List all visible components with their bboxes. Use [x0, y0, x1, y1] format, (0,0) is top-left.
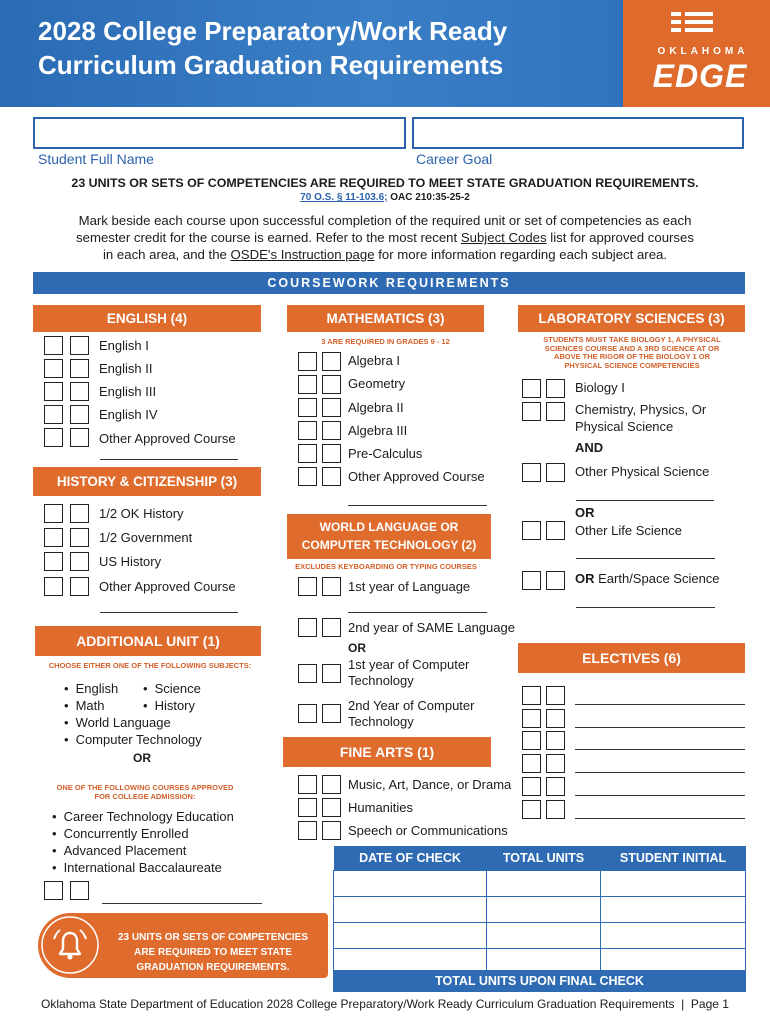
world-or: OR: [348, 641, 366, 655]
elective-3-blank[interactable]: [575, 749, 745, 750]
history-item-2: 1/2 Government: [99, 530, 193, 545]
lang-item-1: 1st year of Language: [348, 579, 471, 594]
math-3-sem2-checkbox[interactable]: [322, 398, 341, 417]
lang-item-2: 2nd year of SAME Language: [348, 620, 515, 635]
arts-item-3: Speech or Communications: [348, 823, 508, 838]
check-cell[interactable]: [487, 870, 601, 896]
world-title-line-1: WORLD LANGUAGE OR: [319, 520, 459, 534]
comp-item-2-line-2: Technology: [348, 714, 414, 729]
bell-icon: [41, 916, 99, 974]
lab-other-physical: Other Physical Science: [575, 464, 710, 479]
additional-unit-header: ADDITIONAL UNIT (1): [35, 626, 261, 656]
progress-check-table: [333, 846, 746, 975]
logo-state-text: OKLAHOMA: [657, 46, 749, 57]
history-other-blank[interactable]: [100, 612, 238, 613]
subject-computer-technology: • Computer Technology: [64, 731, 202, 748]
english-5-sem2-checkbox[interactable]: [70, 428, 89, 447]
course-ib: • International Baccalaureate: [52, 859, 234, 876]
course-ap: • Advanced Placement: [52, 842, 234, 859]
elective-6-sem1-checkbox[interactable]: [522, 800, 541, 819]
english-header: ENGLISH (4): [33, 305, 261, 332]
lab-note-line-3: ABOVE THE RIGOR OF THE BIOLOGY 1 OR: [553, 352, 711, 361]
instructions-text-3b: for more information regarding each subject area.: [374, 247, 668, 262]
math-header: MATHEMATICS (3): [287, 305, 484, 332]
additional-course-blank[interactable]: [102, 903, 262, 904]
bell-line-1: 23 UNITS OR SETS OF COMPETENCIES: [117, 932, 309, 943]
math-6-sem1-checkbox[interactable]: [298, 467, 317, 486]
subject-english: • English: [64, 680, 202, 697]
course-concurrent: • Concurrently Enrolled: [52, 825, 234, 842]
elective-5-sem1-checkbox[interactable]: [522, 777, 541, 796]
subject-science: • Science: [143, 680, 201, 697]
instructions-line-2: [0, 229, 770, 246]
career-goal-label: Career Goal: [416, 151, 493, 167]
subject-world-language: • World Language: [64, 714, 202, 731]
lab-or: OR: [575, 505, 595, 520]
history-4-sem2-checkbox[interactable]: [70, 577, 89, 596]
lab-science-note: [520, 336, 744, 370]
arts-1-sem2-checkbox[interactable]: [322, 775, 341, 794]
comp-2-sem1-checkbox[interactable]: [298, 704, 317, 723]
math-4-sem1-checkbox[interactable]: [298, 421, 317, 440]
logo-edge-text: EDGE: [652, 58, 748, 94]
osde-instruction-link[interactable]: OSDE's Instruction page: [230, 247, 375, 262]
lab-and: AND: [575, 440, 604, 455]
instructions-paragraph: [0, 212, 770, 263]
english-item-5: Other Approved Course: [99, 431, 236, 446]
lab-earth-text: Earth/Space Science: [598, 571, 720, 586]
additional-sem2-checkbox[interactable]: [70, 881, 89, 900]
check-cell[interactable]: [601, 922, 746, 948]
arts-item-1: Music, Art, Dance, or Drama: [348, 777, 512, 792]
english-4-sem2-checkbox[interactable]: [70, 405, 89, 424]
arts-2-sem1-checkbox[interactable]: [298, 798, 317, 817]
arts-3-sem1-checkbox[interactable]: [298, 821, 317, 840]
lab-other-life: Other Life Science: [575, 523, 682, 538]
earth-space-blank[interactable]: [576, 607, 715, 608]
arts-1-sem1-checkbox[interactable]: [298, 775, 317, 794]
history-2-sem1-checkbox[interactable]: [44, 528, 63, 547]
comp-item-2-line-1: 2nd Year of Computer: [348, 698, 475, 713]
history-3-sem2-checkbox[interactable]: [70, 552, 89, 571]
math-2-sem1-checkbox[interactable]: [298, 375, 317, 394]
math-5-sem1-checkbox[interactable]: [298, 444, 317, 463]
earth-sem2-checkbox[interactable]: [546, 571, 565, 590]
citation: [0, 192, 770, 203]
subject-codes-link[interactable]: Subject Codes: [460, 230, 547, 245]
comp-2-sem2-checkbox[interactable]: [322, 704, 341, 723]
world-title-line-2: COMPUTER TECHNOLOGY (2): [301, 538, 477, 552]
biology-sem2-checkbox[interactable]: [546, 379, 565, 398]
additional-subjects-col2: [143, 680, 201, 714]
lang-2-sem1-checkbox[interactable]: [298, 618, 317, 637]
elective-2-sem1-checkbox[interactable]: [522, 709, 541, 728]
elective-4-sem2-checkbox[interactable]: [546, 754, 565, 773]
lang-2-sem2-checkbox[interactable]: [322, 618, 341, 637]
other-life-sem1-checkbox[interactable]: [522, 521, 541, 540]
english-item-2: English II: [99, 361, 153, 376]
final-check-footer: TOTAL UNITS UPON FINAL CHECK: [333, 970, 746, 992]
college-note-line-1: ONE OF THE FOLLOWING COURSES APPROVED: [56, 783, 234, 792]
comp-item-1: [348, 657, 469, 689]
history-2-sem2-checkbox[interactable]: [70, 528, 89, 547]
check-cell[interactable]: [487, 922, 601, 948]
course-career-tech: • Career Technology Education: [52, 808, 234, 825]
arts-3-sem2-checkbox[interactable]: [322, 821, 341, 840]
statute-link[interactable]: 70 O.S. § 11-103.6;: [300, 192, 388, 203]
history-item-1: 1/2 OK History: [99, 506, 184, 521]
chem-sem2-checkbox[interactable]: [546, 402, 565, 421]
elective-4-sem1-checkbox[interactable]: [522, 754, 541, 773]
additional-unit-note: CHOOSE EITHER ONE OF THE FOLLOWING SUBJECTS:: [48, 661, 252, 670]
history-1-sem2-checkbox[interactable]: [70, 504, 89, 523]
subject-history: • History: [143, 697, 201, 714]
math-4-sem2-checkbox[interactable]: [322, 421, 341, 440]
additional-or: OR: [133, 751, 151, 765]
english-4-sem1-checkbox[interactable]: [44, 405, 63, 424]
earth-sem1-checkbox[interactable]: [522, 571, 541, 590]
lab-note-line-2: SCIENCES COURSE AND A 3RD SCIENCE AT OR: [544, 343, 720, 353]
math-note: 3 ARE REQUIRED IN GRADES 9 - 12: [321, 337, 450, 346]
elective-4-blank[interactable]: [575, 772, 745, 773]
col-date-of-check: DATE OF CHECK: [334, 846, 487, 870]
check-cell[interactable]: [601, 870, 746, 896]
career-goal-field[interactable]: [412, 117, 744, 149]
electives-header: ELECTIVES (6): [518, 643, 745, 673]
college-note-line-2: FOR COLLEGE ADMISSION:: [94, 792, 196, 801]
math-item-3: Algebra II: [348, 400, 404, 415]
bell-line-2: ARE REQUIRED TO MEET STATE: [134, 947, 292, 958]
page-title: [38, 14, 618, 82]
check-row-1: [334, 870, 746, 896]
biology-sem1-checkbox[interactable]: [522, 379, 541, 398]
elective-6-sem2-checkbox[interactable]: [546, 800, 565, 819]
english-other-blank[interactable]: [100, 459, 238, 460]
english-item-1: English I: [99, 338, 149, 353]
other-life-blank[interactable]: [576, 558, 715, 559]
comp-1-sem2-checkbox[interactable]: [322, 664, 341, 683]
arts-item-2: Humanities: [348, 800, 414, 815]
elective-1-blank[interactable]: [575, 704, 745, 705]
elective-1-sem2-checkbox[interactable]: [546, 686, 565, 705]
elective-1-sem1-checkbox[interactable]: [522, 686, 541, 705]
instructions-text-3a: in each area, and the: [102, 247, 231, 262]
coursework-banner: COURSEWORK REQUIREMENTS: [33, 272, 745, 294]
citation-rest: OAC 210:35-25-2: [387, 192, 470, 203]
chem-sem1-checkbox[interactable]: [522, 402, 541, 421]
page-footer: Oklahoma State Department of Education 2028 College Preparatory/Work Ready Curriculum Graduation Requirements | Page 1: [41, 997, 729, 1011]
check-cell[interactable]: [487, 896, 601, 922]
col-student-initial: STUDENT INITIAL: [601, 846, 746, 870]
math-1-sem1-checkbox[interactable]: [298, 352, 317, 371]
lab-biology: Biology I: [575, 380, 625, 395]
college-courses-list: [52, 808, 234, 876]
college-admission-note: [28, 783, 262, 801]
history-header: HISTORY & CITIZENSHIP (3): [33, 467, 261, 496]
bell-line-3: GRADUATION REQUIREMENTS.: [136, 962, 290, 973]
world-language-header: [287, 514, 491, 559]
language-name-blank[interactable]: [348, 612, 487, 613]
lab-chemistry: [575, 401, 706, 435]
comp-1-sem1-checkbox[interactable]: [298, 664, 317, 683]
other-phys-sem2-checkbox[interactable]: [546, 463, 565, 482]
student-name-field[interactable]: [33, 117, 406, 149]
comp-item-2: [348, 698, 474, 730]
elective-5-blank[interactable]: [575, 795, 745, 796]
english-2-sem1-checkbox[interactable]: [44, 359, 63, 378]
check-cell[interactable]: [334, 870, 487, 896]
math-other-blank[interactable]: [348, 505, 487, 506]
check-row-2: [334, 896, 746, 922]
math-1-sem2-checkbox[interactable]: [322, 352, 341, 371]
other-life-sem2-checkbox[interactable]: [546, 521, 565, 540]
check-table-header: [334, 846, 746, 870]
english-5-sem1-checkbox[interactable]: [44, 428, 63, 447]
english-3-sem1-checkbox[interactable]: [44, 382, 63, 401]
english-3-sem2-checkbox[interactable]: [70, 382, 89, 401]
lang-1-sem2-checkbox[interactable]: [322, 577, 341, 596]
elective-2-blank[interactable]: [575, 727, 745, 728]
history-item-3: US History: [99, 554, 162, 569]
arts-2-sem2-checkbox[interactable]: [322, 798, 341, 817]
check-row-3: [334, 922, 746, 948]
lab-chemistry-line-1: Chemistry, Physics, Or: [575, 402, 707, 417]
english-1-sem2-checkbox[interactable]: [70, 336, 89, 355]
math-5-sem2-checkbox[interactable]: [322, 444, 341, 463]
title-line-2: Curriculum Graduation Requirements: [38, 50, 504, 80]
lab-earth-space: [575, 571, 720, 586]
lab-note-line-4: PHYSICAL SCIENCE COMPETENCIES: [564, 360, 700, 370]
english-item-4: English IV: [99, 407, 158, 422]
comp-item-1-line-2: Technology: [348, 673, 414, 688]
english-1-sem1-checkbox[interactable]: [44, 336, 63, 355]
elective-2-sem2-checkbox[interactable]: [546, 709, 565, 728]
comp-item-1-line-1: 1st year of Computer: [348, 657, 470, 672]
elective-5-sem2-checkbox[interactable]: [546, 777, 565, 796]
col-total-units: TOTAL UNITS: [487, 846, 601, 870]
history-1-sem1-checkbox[interactable]: [44, 504, 63, 523]
student-name-label: Student Full Name: [38, 151, 154, 167]
math-item-5: Pre-Calculus: [348, 446, 423, 461]
lab-science-header: LABORATORY SCIENCES (3): [518, 305, 745, 332]
elective-3-sem1-checkbox[interactable]: [522, 731, 541, 750]
header-banner: [0, 0, 770, 107]
lab-chemistry-line-2: Physical Science: [575, 419, 674, 434]
check-cell[interactable]: [334, 922, 487, 948]
world-language-note: EXCLUDES KEYBOARDING OR TYPING COURSES: [295, 562, 477, 571]
units-required-heading: 23 UNITS OR SETS OF COMPETENCIES ARE REQUIRED TO MEET STATE GRADUATION REQUIREMENTS.: [71, 176, 699, 190]
instructions-line-1: Mark beside each course upon successful completion of the required unit or set of competencies as each: [78, 213, 692, 228]
math-3-sem1-checkbox[interactable]: [298, 398, 317, 417]
bell-callout: [38, 913, 328, 978]
history-3-sem1-checkbox[interactable]: [44, 552, 63, 571]
elective-6-blank[interactable]: [575, 818, 745, 819]
check-cell[interactable]: [334, 896, 487, 922]
lab-note-line-1: STUDENTS MUST TAKE BIOLOGY 1, A PHYSICAL: [543, 335, 721, 344]
additional-sem1-checkbox[interactable]: [44, 881, 63, 900]
other-phys-sem1-checkbox[interactable]: [522, 463, 541, 482]
math-item-4: Algebra III: [348, 423, 408, 438]
math-item-1: Algebra I: [348, 353, 401, 368]
instructions-line-3: [0, 246, 770, 263]
english-2-sem2-checkbox[interactable]: [70, 359, 89, 378]
check-cell[interactable]: [601, 896, 746, 922]
math-item-2: Geometry: [348, 376, 406, 391]
edge-logo: [623, 0, 770, 107]
lab-earth-or: OR: [575, 571, 595, 586]
history-item-4: Other Approved Course: [99, 579, 236, 594]
instructions-text-2b: list for approved courses: [546, 230, 694, 245]
english-item-3: English III: [99, 384, 157, 399]
lang-1-sem1-checkbox[interactable]: [298, 577, 317, 596]
elective-3-sem2-checkbox[interactable]: [546, 731, 565, 750]
fine-arts-header: FINE ARTS (1): [283, 737, 491, 767]
other-physical-blank[interactable]: [576, 500, 714, 501]
math-item-6: Other Approved Course: [348, 469, 485, 484]
instructions-text-2a: semester credit for the course is earned. Refer to the most recent: [76, 230, 461, 245]
math-6-sem2-checkbox[interactable]: [322, 467, 341, 486]
bell-callout-text: [102, 930, 324, 975]
title-line-1: 2028 College Preparatory/Work Ready: [38, 16, 508, 46]
math-2-sem2-checkbox[interactable]: [322, 375, 341, 394]
subject-math: • Math: [64, 697, 202, 714]
history-4-sem1-checkbox[interactable]: [44, 577, 63, 596]
